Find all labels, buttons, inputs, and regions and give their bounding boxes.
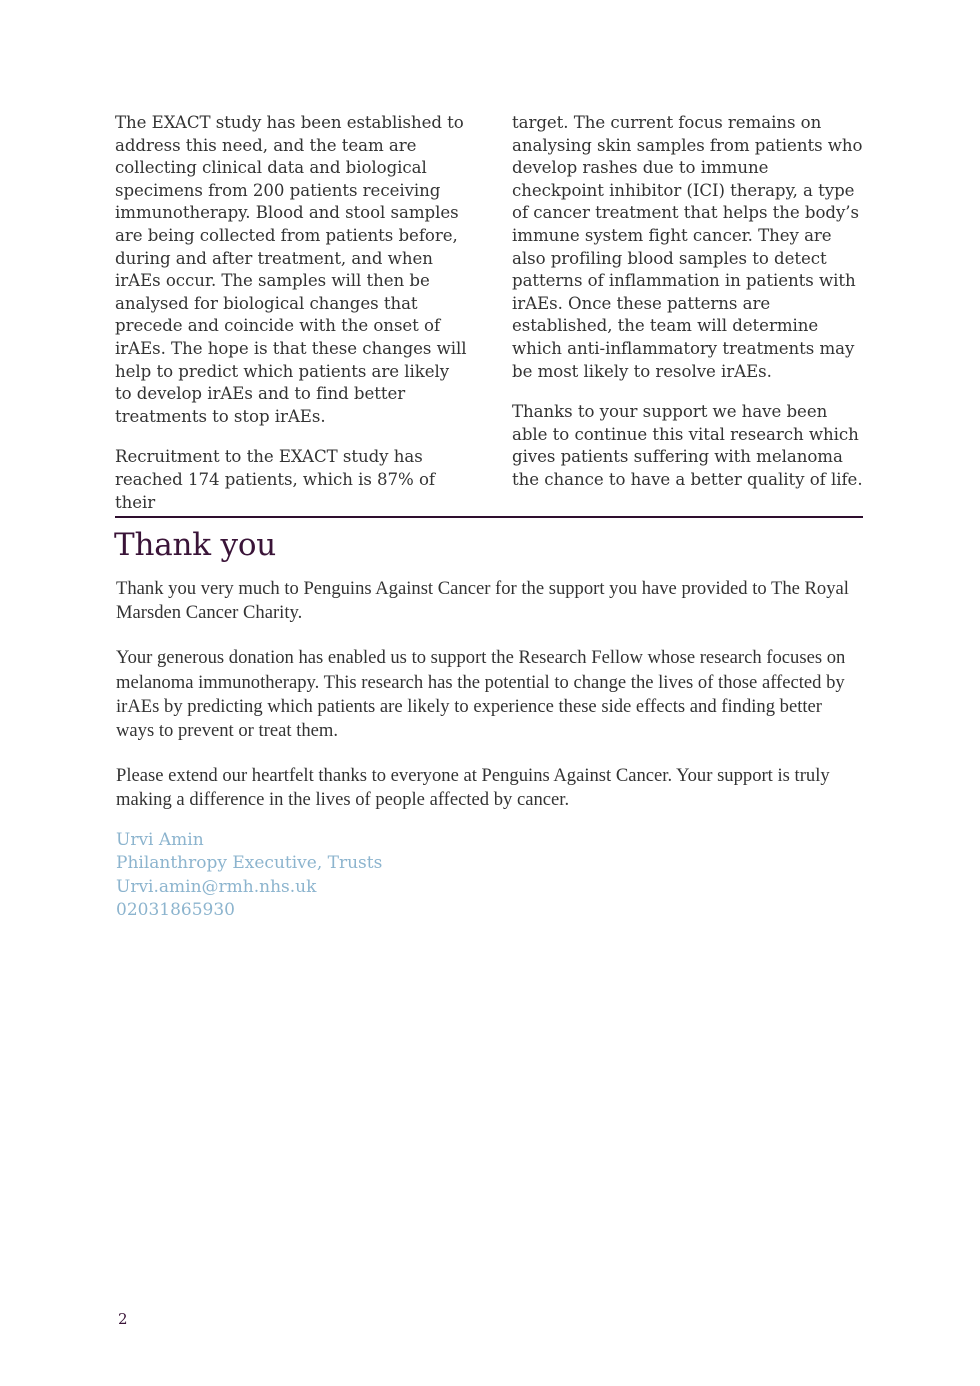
signature-block [116,829,382,922]
two-column-continuation [115,112,865,514]
paragraph-current-focus: target. The current focus remains on analysing skin samples from patients who develop rashes due to immune checkpoint inhibitor (ICI) therapy, a type of cancer treatment that helps the body’s immune system fight cancer. They are also profiling blood samples to detect patterns of inflammation in patients with irAEs. Once these patterns are established, the team will determine which anti-inflammatory treatments may be most likely to resolve irAEs. [512,113,863,381]
paragraph-thanks-support: Thanks to your support we have been able to continue this vital research which gives patients suffering with melanoma the chance to have a better quality of life. [512,402,863,489]
page-title: Thank you [114,527,277,563]
signature-phone[interactable]: 02031865930 [116,899,235,920]
thanks-paragraph-2: Your generous donation has enabled us to support the Research Fellow whose research focuses on melanoma immunotherapy. This research has the potential to change the lives of those affected by irAEs by predicting which patients are likely to experience these side effects and finding better ways to prevent or treat them. [116,647,846,742]
thanks-paragraph-1: Thank you very much to Penguins Against Cancer for the support you have provided to The Royal Marsden Cancer Charity. [116,578,849,624]
left-column [115,112,468,514]
paragraph-exact-study: The EXACT study has been established to address this need, and the team are collecting clinical data and biological specimens from 200 patients receiving immunotherapy. Blood and stool samples are being collected from patients before, during and after treatment, and when irAEs occur. The samples will then be analysed for biological changes that precede and coincide with the onset of irAEs. The hope is that these changes will help to predict which patients are likely to develop irAEs and to find better treatments to stop irAEs. [115,113,467,426]
signature-name: Urvi Amin [116,830,204,850]
page-number: 2 [118,1310,128,1328]
signature-title: Philanthropy Executive, Trusts [116,853,383,874]
thank-you-body [116,577,856,834]
right-column [512,112,865,514]
signature-email[interactable]: Urvi.amin@rmh.nhs.uk [116,876,317,897]
section-divider [115,516,863,518]
thanks-paragraph-3: Please extend our heartfelt thanks to everyone at Penguins Against Cancer. Your support is truly making a difference in the lives of people affected by cancer. [116,765,830,811]
paragraph-recruitment: Recruitment to the EXACT study has reached 174 patients, which is 87% of their [115,447,436,512]
